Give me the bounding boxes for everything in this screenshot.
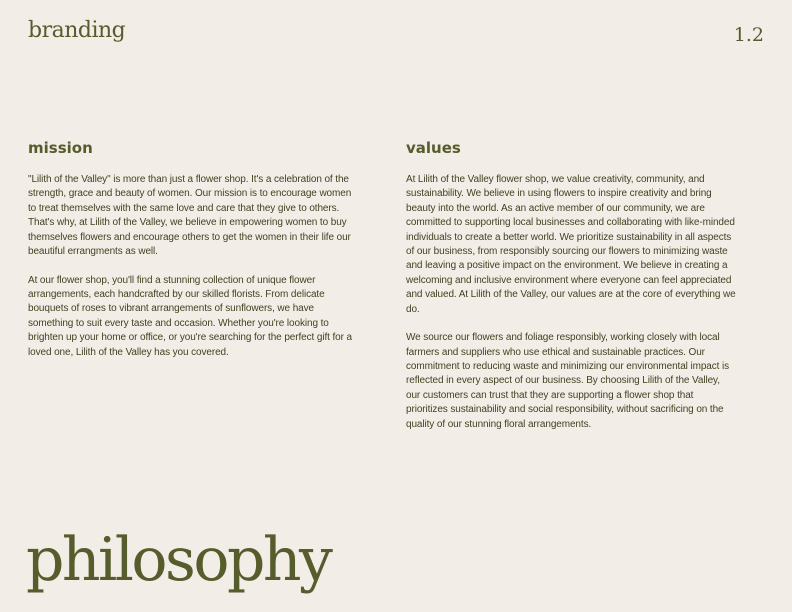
values-heading: values: [406, 139, 461, 157]
section-label: branding: [28, 18, 126, 43]
mission-column: [28, 173, 354, 374]
page-number: 1.2: [733, 24, 764, 46]
mission-heading: mission: [28, 139, 93, 157]
mission-paragraph-1: "Lilith of the Valley" is more than just a flower shop. It's a celebration of the strength, grace and beauty of women. Our mission is to encourage women to treat themselves with the same love and care that they give to others. That's why, at Lilith of the Valley, we believe in empowering women to buy themselves flowers and encourage others to get the women in their life our beautiful errangments as well.: [28, 174, 352, 258]
mission-paragraph-2: At our flower shop, you'll find a stunning collection of unique flower arrangements, each handcrafted by our skilled florists. From delicate bouquets of roses to vibrant arrangements of sunflowers, we have something to suit every taste and occasion. Whether you're looking to brighten up your home or office, or you're searching for the perfect gift for a loved one, Lilith of the Valley has you covered.: [28, 274, 353, 358]
values-paragraph-1: At Lilith of the Valley flower shop, we value creativity, community, and sustainability. We believe in using flowers to inspire creativity and bring beauty into the world. As an active member of our community, we are committed to supporting local businesses and collaborating with like-minded individuals to create a better world. We prioritize sustainability in all aspects of our business, from responsibly sourcing our flowers to minimizing waste and leaving a positive impact on the environment. We believe in creating a welcoming and inclusive environment where everyone can feel appreciated and valued. At Lilith of the Valley, our values are at the core of everything we do.: [406, 174, 736, 315]
values-paragraph-2: We source our flowers and foliage responsibly, working closely with local farmers and suppliers who use ethical and sustainable practices. Our commitment to reducing waste and minimizing our environmental impact is reflected in every aspect of our business. By choosing Lilith of the Valley, our customers can trust that they are supporting a flower shop that prioritizes sustainability and social responsibility, without sacrificing on the quality of our stunning floral arrangements.: [406, 332, 730, 430]
values-column: [406, 173, 736, 446]
page-title: philosophy: [26, 525, 331, 595]
